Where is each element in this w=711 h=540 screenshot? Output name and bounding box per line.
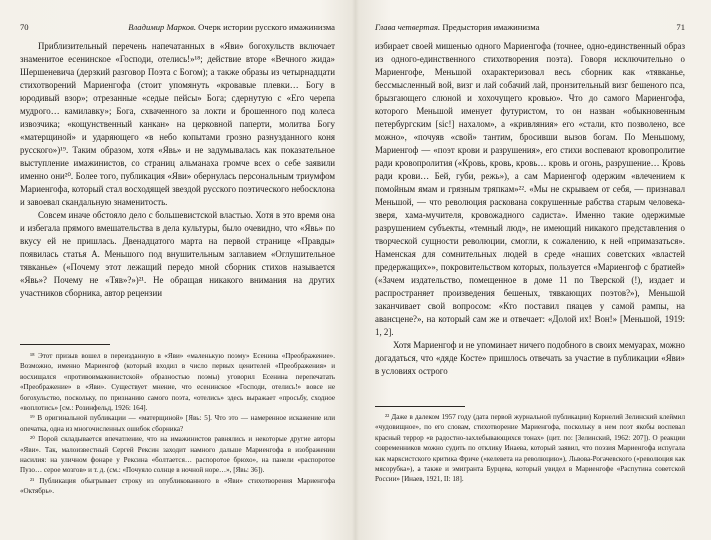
footnote-divider [375, 406, 465, 407]
header-author: Владимир Марков. [128, 22, 196, 32]
header-chapter-title: Предыстория имажинизма [442, 22, 540, 32]
header-title [375, 21, 539, 33]
header-book-title: Очерк истории русского имажинизма [198, 22, 335, 32]
footnote: ²¹ Публикация обыгрывает строку из опубликованного в «Яви» стихотворения Мариенгофа «Октябрь». [20, 476, 335, 496]
body-text [20, 40, 335, 300]
footnote: ¹⁹ В оригинальной публикации — «матерщиной» [Явь: 5]. Что это — намеренное искажение или опечатка, одна из многочисленных ошибок сборника? [20, 414, 335, 433]
paragraph: Совсем иначе обстояло дело с большевистской властью. Хотя в это время она и избегала прямого вмешательства в дела культуры, было очевидно, что «Явь» по вкусу ей не пришлась. Двенадцатого марта на первой странице «Правды» появилась статья А. Меньшого под внушительным заглавием «Оглушительное тявканье» («Почему этот лежащий передо мной сборник стихов называется «Явь»? Почему не «Тяв»?»)²¹. Не обращая никакого внимания на других участников сборника, автор рецензии [20, 210, 335, 298]
footnote: ²⁰ Порой складывается впечатление, что на имажинистов равнялись и некоторые другие авторы «Яви». Так, малоизвестный Сергей Рексин заходит намного дальше Мариенгофа в изображении насилия: на уличном фонаре у Рексина «болтается… распоротое брюхо», на панели «распоротое Пузо… серое мозгов» и т. д. (см.: «Почуяло солнце в ночной норе…», [Явь: 36]). [20, 435, 335, 475]
footnotes [20, 351, 335, 497]
body-text [375, 40, 685, 378]
page-number: 71 [676, 22, 685, 32]
running-header [375, 21, 685, 33]
paragraph: избирает своей мишенью одного Мариенгофа (точнее, одно-единственный образ из одного-единственного стихотворения поэта). Говоря исключительно о Мариенгофе, Меньшой охарактеризовал весь сборник как «тявканье, бессмысленный вой, визг и лай собачий лай, пронзительный визг бешеного пса, брызгающего слюной и хохочущего кровью». Что до самого Мариенгофа, которого Меньшой именует футуристом, то он назван «обыкновенным петербургским [sic!] нахалом», а «кривляния» его «стали, кто позволено, все можно», «почуяв «свой» тантим, бросивши вызов богам. По Меньшому, Мариенгоф — «поэт крови и разрушения», его стихи воспевают кровопролитие ради кровопролития («Кровь, кровь, кровь… кровь и огонь, разрушение… Кровь ради крови… Бей, губи, режь»), а сам Мариенгоф одержим «влечением к помойным ямам и грязным тряпкам»²². «Мы не скрываем от себя, — признавал Меньшой, — что революция раскована сокрушенные рабства старым человека-зверя, хама-мучителя, кровожадного садиста». Именно такие одержимые разрушением субъекты, «темный люд», не имеющий никакого представления о творческой сущности революции, смогли, к сожалению, к ней «примазаться». Наменская для сомнительных людей в среде «наших советских «властей предержащих»», покровительством которых, пользуется «Мариенгоф с братией» («Зачем издательство, помещенное в доме 11 по Тверской (!), издает и распространяет произведения бешеных, тявкающих поэтов?»), Меньшой заканчивает свой вопросом: «Кто поставил пяацев у самой рампы, на авансцене?», на который сам же и отвечает: «Долой их! Вон!» [Меньшой, 1919: 1, 2]. [375, 41, 685, 337]
left-page [0, 0, 355, 540]
paragraph: Хотя Мариенгоф и не упоминает ничего подобного в своих мемуарах, можно догадаться, что «дяде Косте» пришлось отвечать за участие в публикации «Яви» в условиях острого [375, 340, 685, 376]
header-chapter: Глава четвертая. [375, 22, 441, 32]
paragraph: Приблизительный перечень напечатанных в «Яви» богохульств включает знаменитое есенинское «Господи, отелись!»¹⁸; действие вторе «Вечного жида» Шершеневича (дерзкий разговор Поэта с Богом); а также образы из четырнадцати стихотворений Мариенгофа (стоит упомянуть «кровавые плевки… Богу в юродивый взор»; отрезанные «седые пейсы» Бога; сдернутую с «Его черепа мудрого… камилавку»; Бога, схваченного за локти и брошенного под колеса извозчика; «кощунственный канкан» на церковной паперти, молитва Богу «матерщиной» и ударяющего «в небо копытами грозно разнузданного коня русского»)¹⁹. Таким образом, хотя «Явь» и не задумывалась как показательное выступление имажинистов, со страниц альманаха громче всех о себе заявили именно они²⁰. Более того, публикация «Яви» обернулась персональным триумфом Мариенгофа, который стал восходящей звездой русского поэтического небосклона и завоевал скандальную знаменитость. [20, 41, 335, 207]
header-title [128, 21, 335, 33]
footnotes [375, 412, 685, 485]
running-header [20, 21, 335, 33]
right-page [356, 0, 711, 540]
page-number: 70 [20, 22, 29, 32]
footnote-divider [20, 344, 110, 345]
footnote: ²² Даже в далеком 1957 году (дата первой журнальной публикации) Корнелий Зелинский клеймил «чудовищное», по его словам, стихотворение Мариенгофа, поскольку в нем поэт якобы воспевал красный террор «в радостно-захлебывающихся тонах» (цит. по: [Зелинский, 1962: 207]). О реакции современников можно судить по отклику Инаева, который заявил, что поэзия Мариенгофа испугала как марксистского критика Фриче («келевета на революцию»), Львова-Рогачевского («революция как мясорубка»), а также и эмигранта Бурцева, который увидел в Мариенгофе «Распутина советской России» [Инаев, 1921, II: 18]. [375, 413, 685, 484]
footnote: ¹⁸ Этот призыв вошел в переизданную в «Яви» «маленькую поэму» Есенина «Преображение». Возможно, именно Мариенгоф (который входил в число первых ценителей «Преображения» и восхищался «противоимажинистской» образностью поэмы) уговорил Есенина перепечатать «Преображение» в «Яви». Существует мнение, что есенинское «Господи, отелись!» вовсе не богохульство, поскольку, по признанию самого поэта, «отелись» здесь выражает «просьбу, сходное «воплотись» [см.: Розинфельд, 1926: 164]. [20, 352, 335, 413]
